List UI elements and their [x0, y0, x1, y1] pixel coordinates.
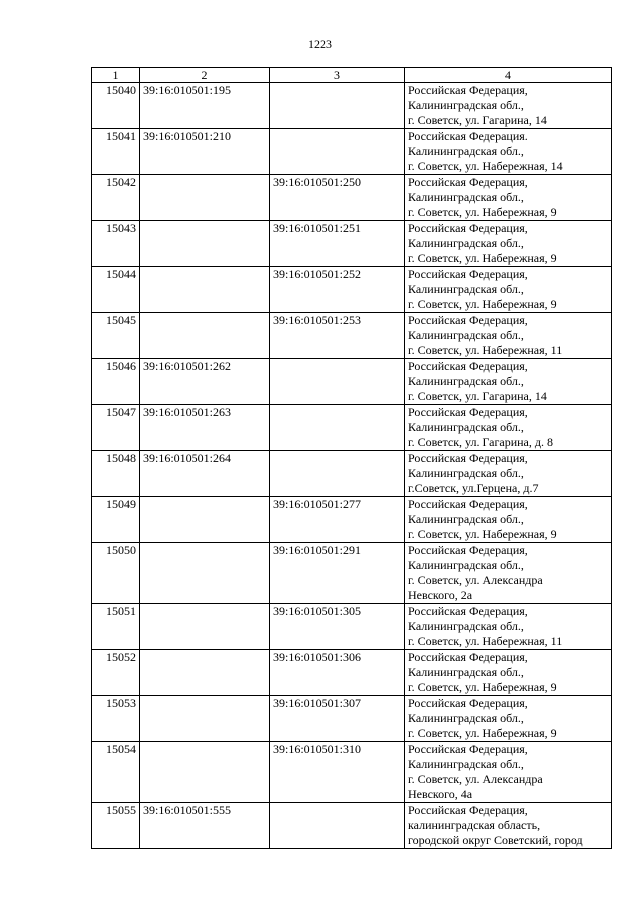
address-cell [405, 83, 612, 129]
cadastral-number-col3: 39:16:010501:310 [270, 742, 405, 803]
cadastral-number-col2: 39:16:010501:555 [140, 803, 270, 849]
row-number: 15054 [92, 742, 140, 803]
cadastral-number-col3 [270, 83, 405, 129]
address-cell [405, 175, 612, 221]
address-line: Российская Федерация, [408, 451, 528, 465]
table-row [92, 543, 612, 604]
table-header [92, 68, 612, 83]
cadastral-number-col2 [140, 221, 270, 267]
address-cell [405, 543, 612, 604]
row-number: 15051 [92, 604, 140, 650]
cadastral-number-col3 [270, 405, 405, 451]
address-line: г. Советск, ул. Набережная, 9 [408, 205, 557, 219]
cadastral-number-col2 [140, 696, 270, 742]
address-line: г. Советск, ул. Набережная, 14 [408, 159, 563, 173]
address-line: калининградская область, [408, 818, 541, 832]
address-line: г. Советск, ул. Набережная, 9 [408, 297, 557, 311]
table-row [92, 267, 612, 313]
table-row [92, 221, 612, 267]
row-number: 15044 [92, 267, 140, 313]
table-row [92, 359, 612, 405]
cadastral-number-col3 [270, 359, 405, 405]
address-line: Невского, 4а [408, 787, 473, 801]
cadastral-number-col3: 39:16:010501:252 [270, 267, 405, 313]
address-line: Российская Федерация, [408, 543, 528, 557]
row-number: 15055 [92, 803, 140, 849]
cadastral-number-col3: 39:16:010501:291 [270, 543, 405, 604]
cadastral-number-col2: 39:16:010501:195 [140, 83, 270, 129]
cadastral-number-col2 [140, 604, 270, 650]
address-line: Российская Федерация, [408, 604, 528, 618]
cadastral-number-col3: 39:16:010501:305 [270, 604, 405, 650]
column-header-2: 2 [140, 68, 270, 83]
row-number: 15050 [92, 543, 140, 604]
address-line: Невского, 2а [408, 588, 473, 602]
address-line: Российская Федерация. [408, 129, 528, 143]
address-line: Калининградская обл., [408, 757, 524, 771]
address-line: Калининградская обл., [408, 420, 524, 434]
address-line: г. Советск, ул. Набережная, 11 [408, 634, 563, 648]
address-line: Российская Федерация, [408, 405, 528, 419]
cadastral-number-col2 [140, 650, 270, 696]
address-cell [405, 742, 612, 803]
address-line: Российская Федерация, [408, 803, 528, 817]
table-row [92, 405, 612, 451]
row-number: 15048 [92, 451, 140, 497]
address-line: Калининградская обл., [408, 190, 524, 204]
address-line: Калининградская обл., [408, 512, 524, 526]
cadastral-number-col2: 39:16:010501:262 [140, 359, 270, 405]
column-header-3: 3 [270, 68, 405, 83]
cadastral-number-col3: 39:16:010501:253 [270, 313, 405, 359]
address-line: г. Советск, ул. Набережная, 9 [408, 527, 557, 541]
address-line: г. Советск, ул. Набережная, 9 [408, 680, 557, 694]
row-number: 15042 [92, 175, 140, 221]
address-line: Калининградская обл., [408, 98, 524, 112]
cadastral-number-col2 [140, 543, 270, 604]
address-cell [405, 313, 612, 359]
address-line: г. Советск, ул. Гагарина, 14 [408, 389, 547, 403]
address-line: Российская Федерация, [408, 497, 528, 511]
cadastral-number-col2: 39:16:010501:263 [140, 405, 270, 451]
address-line: Российская Федерация, [408, 175, 528, 189]
header-row [92, 68, 612, 83]
table-row [92, 175, 612, 221]
address-cell [405, 405, 612, 451]
table-row [92, 83, 612, 129]
row-number: 15043 [92, 221, 140, 267]
cadastral-number-col3: 39:16:010501:306 [270, 650, 405, 696]
address-line: Российская Федерация, [408, 742, 528, 756]
address-line: г. Советск, ул. Гагарина, д. 8 [408, 435, 553, 449]
cadastral-number-col3 [270, 803, 405, 849]
address-line: Калининградская обл., [408, 665, 524, 679]
cadastral-number-col2: 39:16:010501:264 [140, 451, 270, 497]
table-row [92, 497, 612, 543]
address-cell [405, 359, 612, 405]
table-row [92, 696, 612, 742]
address-cell [405, 267, 612, 313]
page-number: 1223 [308, 37, 332, 51]
cadastral-number-col2 [140, 175, 270, 221]
row-number: 15046 [92, 359, 140, 405]
address-line: Калининградская обл., [408, 558, 524, 572]
address-cell [405, 604, 612, 650]
table-row [92, 650, 612, 696]
column-header-1: 1 [92, 68, 140, 83]
cadastral-number-col2 [140, 267, 270, 313]
cadastral-number-col3: 39:16:010501:250 [270, 175, 405, 221]
address-line: г. Советск, ул. Набережная, 9 [408, 251, 557, 265]
address-line: Российская Федерация, [408, 696, 528, 710]
cadastral-number-col3 [270, 451, 405, 497]
row-number: 15049 [92, 497, 140, 543]
address-cell [405, 803, 612, 849]
address-line: Калининградская обл., [408, 328, 524, 342]
cadastral-number-col2 [140, 742, 270, 803]
row-number: 15047 [92, 405, 140, 451]
table-body [92, 83, 612, 849]
cadastral-number-col2 [140, 313, 270, 359]
address-line: городской округ Советский, город [408, 833, 583, 847]
row-number: 15053 [92, 696, 140, 742]
cadastral-number-col3: 39:16:010501:251 [270, 221, 405, 267]
address-line: г. Советск, ул. Набережная, 11 [408, 343, 563, 357]
column-header-4: 4 [405, 68, 612, 83]
cadastral-number-col2: 39:16:010501:210 [140, 129, 270, 175]
address-line: Калининградская обл., [408, 374, 524, 388]
table-row [92, 451, 612, 497]
address-line: г. Советск, ул. Александра [408, 772, 543, 786]
address-cell [405, 451, 612, 497]
cadastral-number-col3 [270, 129, 405, 175]
table-row [92, 803, 612, 849]
address-line: Российская Федерация, [408, 359, 528, 373]
address-line: г. Советск, ул. Набережная, 9 [408, 726, 557, 740]
address-line: Российская Федерация, [408, 83, 528, 97]
table-row [92, 742, 612, 803]
address-line: Калининградская обл., [408, 236, 524, 250]
registry-table [91, 67, 612, 849]
address-line: Российская Федерация, [408, 267, 528, 281]
address-line: Калининградская обл., [408, 144, 524, 158]
address-cell [405, 221, 612, 267]
address-line: Калининградская обл., [408, 619, 524, 633]
cadastral-number-col3: 39:16:010501:277 [270, 497, 405, 543]
row-number: 15041 [92, 129, 140, 175]
row-number: 15045 [92, 313, 140, 359]
address-line: г.Советск, ул.Герцена, д.7 [408, 481, 539, 495]
address-line: Российская Федерация, [408, 313, 528, 327]
address-line: Калининградская обл., [408, 466, 524, 480]
row-number: 15040 [92, 83, 140, 129]
address-line: г. Советск, ул. Гагарина, 14 [408, 113, 547, 127]
table-row [92, 604, 612, 650]
address-cell [405, 650, 612, 696]
address-cell [405, 696, 612, 742]
address-cell [405, 129, 612, 175]
address-line: Калининградская обл., [408, 282, 524, 296]
cadastral-number-col3: 39:16:010501:307 [270, 696, 405, 742]
address-line: Российская Федерация, [408, 221, 528, 235]
table-row [92, 313, 612, 359]
row-number: 15052 [92, 650, 140, 696]
address-line: г. Советск, ул. Александра [408, 573, 543, 587]
address-line: Калининградская обл., [408, 711, 524, 725]
table-row [92, 129, 612, 175]
address-cell [405, 497, 612, 543]
cadastral-number-col2 [140, 497, 270, 543]
address-line: Российская Федерация, [408, 650, 528, 664]
